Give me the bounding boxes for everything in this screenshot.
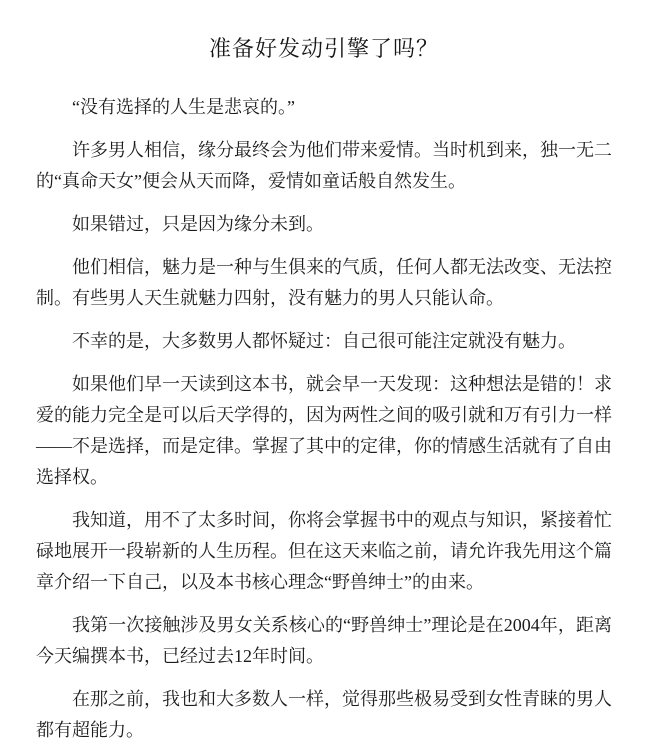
paragraph-7: 我知道，用不了太多时间，你将会掌握书中的观点与知识，紧接着忙碌地展开一段崭新的人生历程。但在这天来临之前，请允许我先用这个篇章介绍一下自己，以及本书核心理念“野兽绅士”的由来。 bbox=[36, 510, 612, 592]
paragraph-8: 我第一次接触涉及男女关系核心的“野兽绅士”理论是在2004年，距离今天编撰本书，已经过去12年时间。 bbox=[36, 615, 612, 666]
paragraph-6: 如果他们早一天读到这本书，就会早一天发现：这种想法是错的！求爱的能力完全是可以后天学得的，因为两性之间的吸引就和万有引力一样——不是选择，而是定律。掌握了其中的定律，你的情感生活就有了自由选择权。 bbox=[36, 374, 612, 487]
paragraph-1: “没有选择的人生是悲哀的。” bbox=[72, 97, 295, 117]
chapter-body bbox=[36, 92, 612, 746]
paragraph-9: 在那之前，我也和大多数人一样，觉得那些极易受到女性青睐的男人都有超能力。 bbox=[36, 689, 612, 740]
paragraph-2: 许多男人相信，缘分最终会为他们带来爱情。当时机到来，独一无二的“真命天女”便会从天而降，爱情如童话般自然发生。 bbox=[36, 140, 612, 191]
paragraph-4: 他们相信，魅力是一种与生俱来的气质，任何人都无法改变、无法控制。有些男人天生就魅力四射，没有魅力的男人只能认命。 bbox=[36, 257, 612, 308]
chapter-title: 准备好发动引擎了吗？ bbox=[208, 36, 439, 61]
paragraph-3: 如果错过，只是因为缘分未到。 bbox=[72, 214, 324, 234]
paragraph-5: 不幸的是，大多数男人都怀疑过：自己很可能注定就没有魅力。 bbox=[72, 331, 576, 351]
